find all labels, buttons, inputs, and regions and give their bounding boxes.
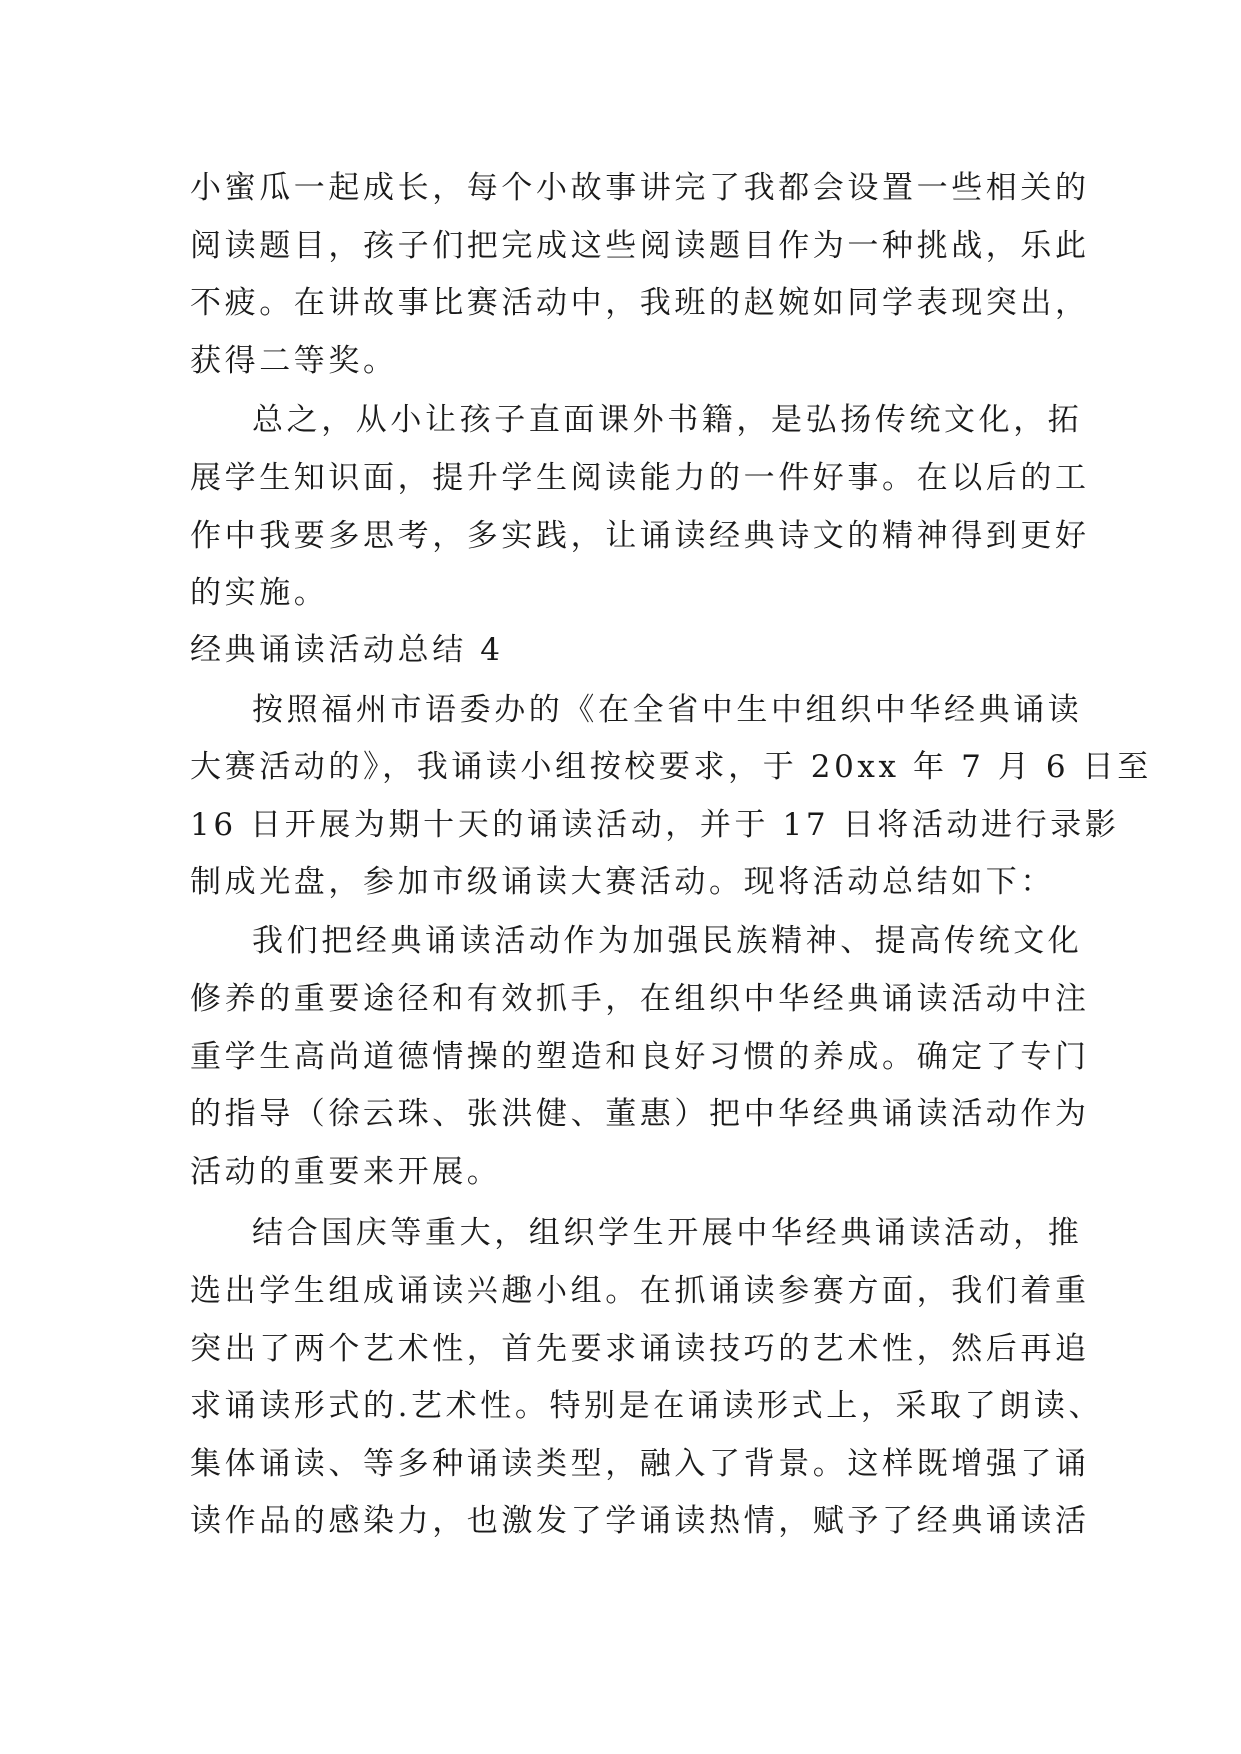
paragraph-line: 集体诵读、等多种诵读类型，融入了背景。这样既增强了诵	[190, 1446, 1090, 1482]
paragraph-line: 读作品的感染力，也激发了学诵读热情，赋予了经典诵读活	[190, 1503, 1090, 1539]
paragraph-line: 求诵读形式的.艺术性。特别是在诵读形式上，采取了朗读、	[190, 1388, 1104, 1424]
paragraph-line: 选出学生组成诵读兴趣小组。在抓诵读参赛方面，我们着重	[190, 1273, 1090, 1309]
paragraph-line: 阅读题目，孩子们把完成这些阅读题目作为一种挑战，乐此	[190, 228, 1090, 264]
paragraph-line: 的指导（徐云珠、张洪健、董惠）把中华经典诵读活动作为	[190, 1096, 1090, 1132]
paragraph-line: 不疲。在讲故事比赛活动中，我班的赵婉如同学表现突出，	[190, 285, 1090, 321]
paragraph-line: 活动的重要来开展。	[190, 1154, 502, 1190]
paragraph-line: 突出了两个艺术性，首先要求诵读技巧的艺术性，然后再追	[190, 1331, 1090, 1367]
paragraph-line: 大赛活动的》，我诵读小组按校要求，于 20xx 年 7 月 6 日至	[190, 749, 1152, 785]
paragraph-line: 重学生高尚道德情操的塑造和良好习惯的养成。确定了专门	[190, 1039, 1090, 1075]
paragraph-line: 小蜜瓜一起成长，每个小故事讲完了我都会设置一些相关的	[190, 170, 1090, 206]
paragraph-line: 总之，从小让孩子直面课外书籍，是弘扬传统文化，拓	[252, 402, 1083, 438]
paragraph-line: 展学生知识面，提升学生阅读能力的一件好事。在以后的工	[190, 460, 1090, 496]
section-heading: 经典诵读活动总结 4	[190, 632, 504, 668]
paragraph-line: 结合国庆等重大，组织学生开展中华经典诵读活动，推	[252, 1215, 1083, 1251]
paragraph-line: 获得二等奖。	[190, 343, 398, 379]
paragraph-line: 16 日开展为期十天的诵读活动，并于 17 日将活动进行录影	[190, 807, 1120, 843]
paragraph-line: 按照福州市语委办的《在全省中生中组织中华经典诵读	[252, 692, 1083, 728]
paragraph-line: 修养的重要途径和有效抓手，在组织中华经典诵读活动中注	[190, 981, 1090, 1017]
paragraph-line: 制成光盘，参加市级诵读大赛活动。现将活动总结如下：	[190, 864, 1055, 900]
paragraph-line: 的实施。	[190, 575, 329, 611]
paragraph-line: 我们把经典诵读活动作为加强民族精神、提高传统文化	[252, 923, 1083, 959]
paragraph-line: 作中我要多思考，多实践，让诵读经典诗文的精神得到更好	[190, 518, 1090, 554]
